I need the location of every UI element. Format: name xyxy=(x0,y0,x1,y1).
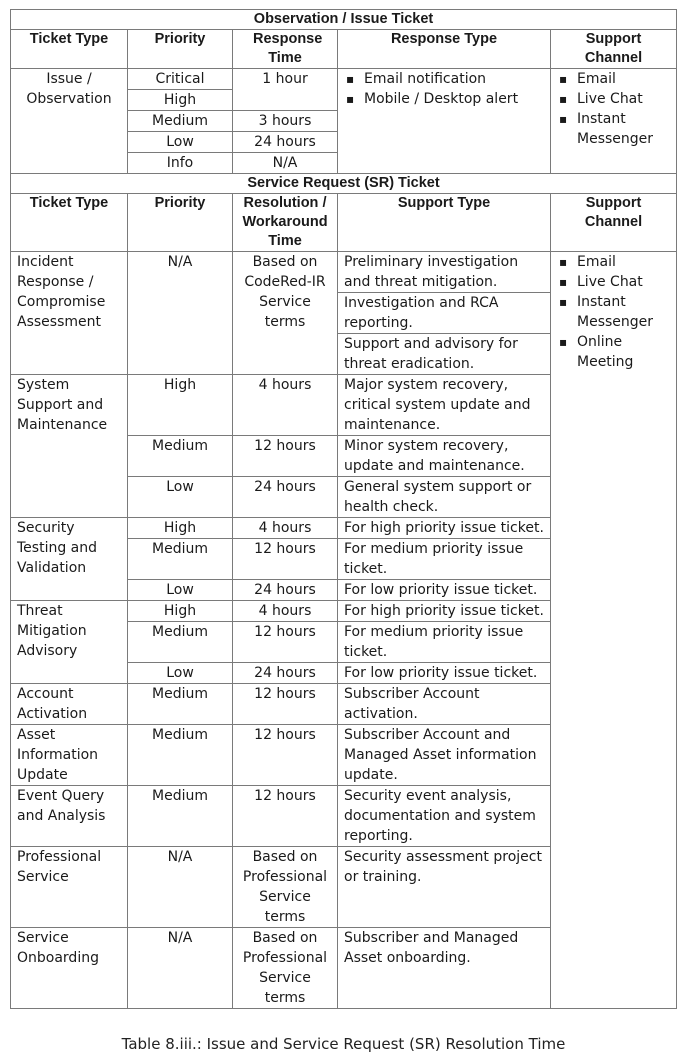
header-priority: Priority xyxy=(128,30,233,69)
priority-medium: Medium xyxy=(128,111,233,132)
priority-event: Medium xyxy=(128,786,233,847)
time-threat-low: 24 hours xyxy=(233,663,338,684)
priority-incident: N/A xyxy=(128,252,233,375)
time-system-high: 4 hours xyxy=(233,375,338,436)
priority-asset: Medium xyxy=(128,725,233,786)
support-incident-1: Preliminary investigation and threat mitigation. xyxy=(338,252,551,293)
support-security-low: For low priority issue ticket. xyxy=(338,580,551,601)
time-asset: 12 hours xyxy=(233,725,338,786)
ticket-type-account: Account Activation xyxy=(11,684,128,725)
support-security-high: For high priority issue ticket. xyxy=(338,518,551,539)
support-incident-2: Investigation and RCA reporting. xyxy=(338,293,551,334)
support-incident-3: Support and advisory for threat eradication. xyxy=(338,334,551,375)
time-threat-high: 4 hours xyxy=(233,601,338,622)
ticket-type-professional: Professional Service xyxy=(11,847,128,928)
issue-row-critical xyxy=(11,69,677,90)
response-time-24-hours: 24 hours xyxy=(233,132,338,153)
priority-security-high: High xyxy=(128,518,233,539)
support-threat-medium: For medium priority issue ticket. xyxy=(338,622,551,663)
time-event: 12 hours xyxy=(233,786,338,847)
sr-header-row xyxy=(11,194,677,252)
support-channel-item: ▪ Live Chat xyxy=(557,272,670,292)
support-event: Security event analysis, documentation and system reporting. xyxy=(338,786,551,847)
support-professional: Security assessment project or training. xyxy=(338,847,551,928)
priority-critical: Critical xyxy=(128,69,233,90)
header-support-type: Support Type xyxy=(338,194,551,252)
priority-onboarding: N/A xyxy=(128,928,233,1009)
support-system-high: Major system recovery, critical system update and maintenance. xyxy=(338,375,551,436)
priority-high: High xyxy=(128,90,233,111)
support-channel-item: ▪ Online Meeting xyxy=(557,332,670,372)
header-response-time: Response Time xyxy=(233,30,338,69)
issue-ticket-type: Issue / Observation xyxy=(11,69,128,174)
sr-support-channel-list xyxy=(551,252,677,1009)
support-channel-item: ▪ Instant Messenger xyxy=(557,109,670,149)
support-system-medium: Minor system recovery, update and maintenance. xyxy=(338,436,551,477)
ticket-type-system: System Support and Maintenance xyxy=(11,375,128,518)
time-system-low: 24 hours xyxy=(233,477,338,518)
priority-threat-low: Low xyxy=(128,663,233,684)
sr-section-title: Service Request (SR) Ticket xyxy=(11,174,677,194)
support-onboarding: Subscriber and Managed Asset onboarding. xyxy=(338,928,551,1009)
support-channel-item: ▪ Email xyxy=(557,69,670,89)
priority-info: Info xyxy=(128,153,233,174)
ticket-type-security: Security Testing and Validation xyxy=(11,518,128,601)
priority-system-medium: Medium xyxy=(128,436,233,477)
resolution-time-table xyxy=(10,9,677,1009)
support-channel-item: ▪ Live Chat xyxy=(557,89,670,109)
priority-system-high: High xyxy=(128,375,233,436)
time-threat-medium: 12 hours xyxy=(233,622,338,663)
response-time-na: N/A xyxy=(233,153,338,174)
response-type-item: ▪ Email notification xyxy=(344,69,544,89)
priority-system-low: Low xyxy=(128,477,233,518)
ticket-type-incident: Incident Response / Compromise Assessment xyxy=(11,252,128,375)
support-account: Subscriber Account activation. xyxy=(338,684,551,725)
sr-row-incident xyxy=(11,252,677,293)
header-response-type: Response Type xyxy=(338,30,551,69)
header-priority: Priority xyxy=(128,194,233,252)
issue-section-title: Observation / Issue Ticket xyxy=(11,10,677,30)
response-type-list xyxy=(338,69,551,174)
support-channel-item: ▪ Email xyxy=(557,252,670,272)
time-account: 12 hours xyxy=(233,684,338,725)
sr-section-title-row xyxy=(11,174,677,194)
support-threat-high: For high priority issue ticket. xyxy=(338,601,551,622)
ticket-type-onboarding: Service Onboarding xyxy=(11,928,128,1009)
header-support-channel: Support Channel xyxy=(551,30,677,69)
response-time-1-hour: 1 hour xyxy=(233,69,338,111)
support-threat-low: For low priority issue ticket. xyxy=(338,663,551,684)
support-system-low: General system support or health check. xyxy=(338,477,551,518)
header-ticket-type: Ticket Type xyxy=(11,194,128,252)
issue-header-row xyxy=(11,30,677,69)
ticket-type-event: Event Query and Analysis xyxy=(11,786,128,847)
time-incident: Based on CodeRed-IR Service terms xyxy=(233,252,338,375)
header-resolution-time: Resolution / Workaround Time xyxy=(233,194,338,252)
priority-threat-medium: Medium xyxy=(128,622,233,663)
time-security-medium: 12 hours xyxy=(233,539,338,580)
time-security-high: 4 hours xyxy=(233,518,338,539)
ticket-type-threat: Threat Mitigation Advisory xyxy=(11,601,128,684)
response-time-3-hours: 3 hours xyxy=(233,111,338,132)
support-channel-item: ▪ Instant Messenger xyxy=(557,292,670,332)
support-asset: Subscriber Account and Managed Asset information update. xyxy=(338,725,551,786)
issue-support-channel-list xyxy=(551,69,677,174)
support-security-medium: For medium priority issue ticket. xyxy=(338,539,551,580)
issue-section-title-row xyxy=(11,10,677,30)
time-system-medium: 12 hours xyxy=(233,436,338,477)
priority-security-low: Low xyxy=(128,580,233,601)
time-security-low: 24 hours xyxy=(233,580,338,601)
priority-low: Low xyxy=(128,132,233,153)
time-onboarding: Based on Professional Service terms xyxy=(233,928,338,1009)
table-caption: Table 8.iii.: Issue and Service Request (SR) Resolution Time xyxy=(121,1035,566,1053)
time-professional: Based on Professional Service terms xyxy=(233,847,338,928)
response-type-item: ▪ Mobile / Desktop alert xyxy=(344,89,544,109)
header-support-channel: Support Channel xyxy=(551,194,677,252)
priority-security-medium: Medium xyxy=(128,539,233,580)
priority-professional: N/A xyxy=(128,847,233,928)
header-ticket-type: Ticket Type xyxy=(11,30,128,69)
ticket-type-asset: Asset Information Update xyxy=(11,725,128,786)
priority-threat-high: High xyxy=(128,601,233,622)
priority-account: Medium xyxy=(128,684,233,725)
